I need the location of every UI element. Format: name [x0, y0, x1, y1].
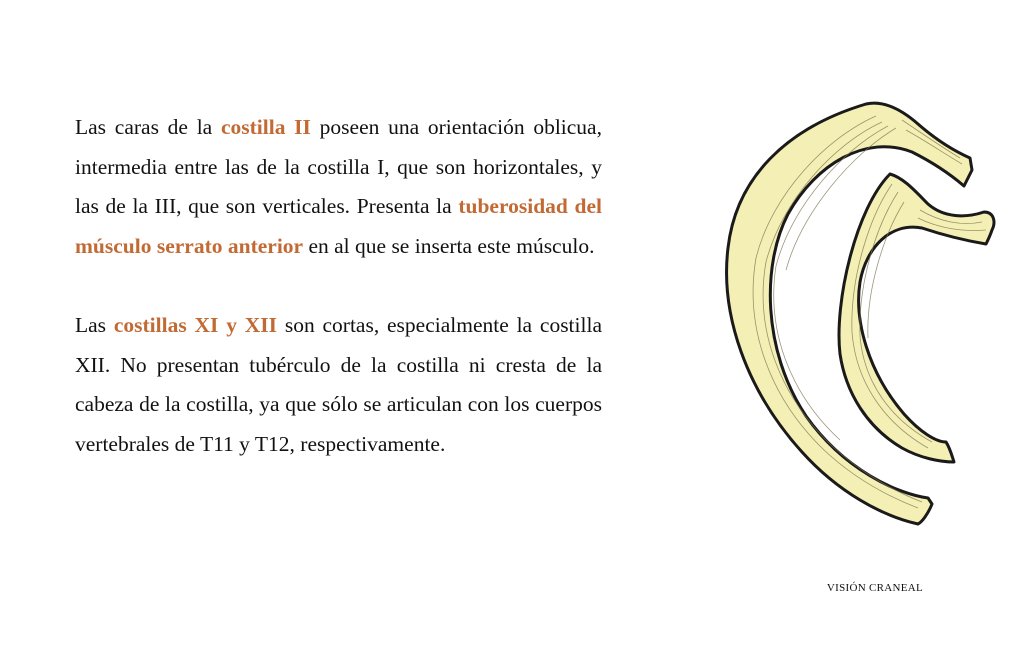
- rib-xii: [839, 174, 994, 462]
- paragraph-1-text-3: en al que se inserta este músculo.: [303, 233, 595, 258]
- paragraph-1-text-1: Las caras de la: [75, 115, 221, 139]
- paragraph-2-text-2: son cortas, especialmente la costilla XII. No presentan tubérculo de la costilla ni cresta de la cabeza de la costilla, ya que sólo se articulan con los cuerpos vertebrales de T11 y T12, respectivamente.: [75, 313, 602, 456]
- figure-caption: VISIÓN CRANEAL: [826, 582, 924, 594]
- paragraph-1-text-2: poseen una orientación oblicua, intermedia entre las de la costilla I, que son horizontales, y las de la III, que son verticales. Presenta la: [75, 115, 602, 218]
- term-costilla-ii: costilla II: [220, 115, 311, 139]
- ribs-svg: [706, 98, 1006, 548]
- text-column: [75, 108, 602, 464]
- term-tuberosidad-serrato-anterior: tuberosidad del músculo serrato anterior: [75, 194, 602, 258]
- paragraph-costillas-xi-xii: [75, 306, 602, 464]
- ribs-illustration: [706, 98, 1006, 548]
- paragraph-2-text-1: Las: [75, 313, 114, 337]
- paragraph-costilla-ii: [75, 108, 602, 266]
- term-costillas-xi-xii: costillas XI y XII: [113, 313, 278, 337]
